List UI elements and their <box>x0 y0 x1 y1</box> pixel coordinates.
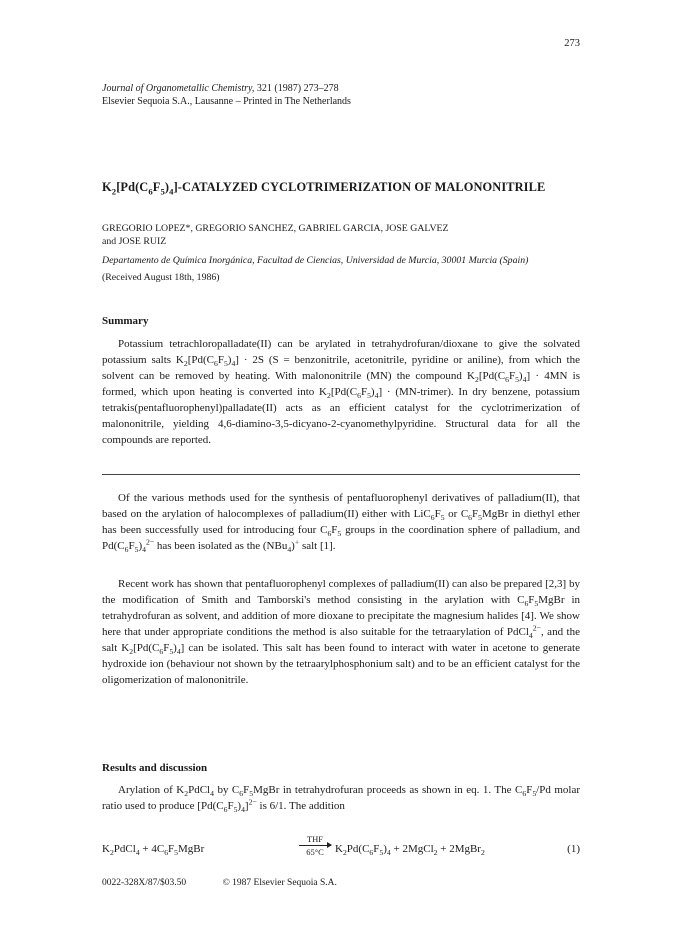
journal-citation: 321 (1987) 273–278 <box>256 83 339 94</box>
equation-reactants: $K_2PdCl_4$ + $4C_6F_5MgBr$ <box>102 843 205 858</box>
article-title: $K_2[Pd(C_6F_5)_4]$-CATALYZED CYCLOTRIMERIZATION OF MALONONITRILE <box>102 180 546 197</box>
page-footer <box>102 878 371 888</box>
results-heading: Results and discussion <box>102 762 208 774</box>
publisher-line: Elsevier Sequoia S.A., Lausanne – Printed in The Netherlands <box>102 96 351 107</box>
author-list <box>102 222 582 248</box>
copyright-notice: © 1987 Elsevier Sequoia S.A. <box>222 878 337 888</box>
issn-price: 0022-328X/87/$03.50 <box>102 878 187 888</box>
summary-paragraph: Potassium tetrachloropalladate(II) can be arylated in tetrahydrofuran/dioxane to give the solvated potassium salts $K_2[Pd(C_6F_5)_4] \cdot 2S$ (S = benzonitrile, acetonitrile, pyridine or aniline), from which the solvent can be removed by heating. With malononitrile (MN) the compound $K_2[Pd(C_6F_5)_4] \cdot 4MN$ is formed, which upon heating is converted into $K_2[Pd(C_6F_5)_4]$ · (MN-trimer). In dry benzene, potassium tetrakis(pentafluorophenyl)palladate(II) acts as an efficient catalyst for the cyclotrimerization of malononitrile, yielding 4,6-diamino-3,5-dicyano-2-cyanomethylpyridine. Structural data for all the compounds are reported. <box>102 338 580 446</box>
reaction-solvent: THF <box>306 834 324 844</box>
section-divider <box>102 474 580 475</box>
journal-name: Journal of Organometallic Chemistry, <box>102 83 255 94</box>
results-paragraph: Arylation of $K_2PdCl_4$ by $C_6F_5MgBr$ in tetrahydrofuran proceeds as shown in eq. 1. The $C_6F_5/Pd$ molar ratio used to produce $[Pd(C_6F_5)_4]^{2-}$ is 6/1. The addition <box>102 784 580 815</box>
equation-number: (1) <box>567 843 580 855</box>
journal-header <box>102 82 582 108</box>
reaction-arrow <box>299 835 331 857</box>
received-date: (Received August 18th, 1986) <box>102 272 220 283</box>
authors-line-2: and JOSE RUIZ <box>102 236 167 247</box>
intro-paragraph-1: Of the various methods used for the synthesis of pentafluorophenyl derivatives of palladium(II), that based on the arylation of halocomplexes of palladium(II) either with $LiC_6F_5$ or $C_6F_5MgBr$ in diethyl ether has been successfully used for introducing four $C_6F_5$ groups in the coordination sphere of palladium, and $Pd(C_6F_5)_4^{2-}$ has been isolated as the (NBu$_4$)+ salt [1]. <box>102 492 581 555</box>
page-number: 273 <box>564 38 580 49</box>
summary-heading: Summary <box>102 315 149 327</box>
reaction-temperature: 65°C <box>306 847 324 857</box>
equation-1 <box>102 835 580 861</box>
affiliation: Departamento de Química Inorgánica, Facultad de Ciencias, Universidad de Murcia, 30001 Murcia (Spain) <box>102 255 529 266</box>
authors-line-1: GREGORIO LOPEZ*, GREGORIO SANCHEZ, GABRIEL GARCIA, JOSE GALVEZ <box>102 223 449 234</box>
intro-paragraph-2: Recent work has shown that pentafluorophenyl complexes of palladium(II) can also be prepared [2,3] by the modification of Smith and Tamborski's method consisting in the arylation with $C_6F_5MgBr$ in tetrahydrofuran as solvent, and addition of more dioxane to precipitate the magnesium halides [4]. We show here that under appropriate conditions the method is also suitable for the tetraarylation of PdCl$_4^{2-}$, and the salt $K_2[Pd(C_6F_5)_4]$ can be isolated. This salt has been found to interact with water in acetone to generate hydroxide ion (behaviour not shown by the tetraarylphosphonium salt) and to be an efficient catalyst for the oligomerization of malononitrile. <box>102 578 580 686</box>
equation-products: $K_2Pd(C_6F_5)_4$ + 2MgCl$_2$ + 2MgBr$_2$ <box>335 843 485 858</box>
